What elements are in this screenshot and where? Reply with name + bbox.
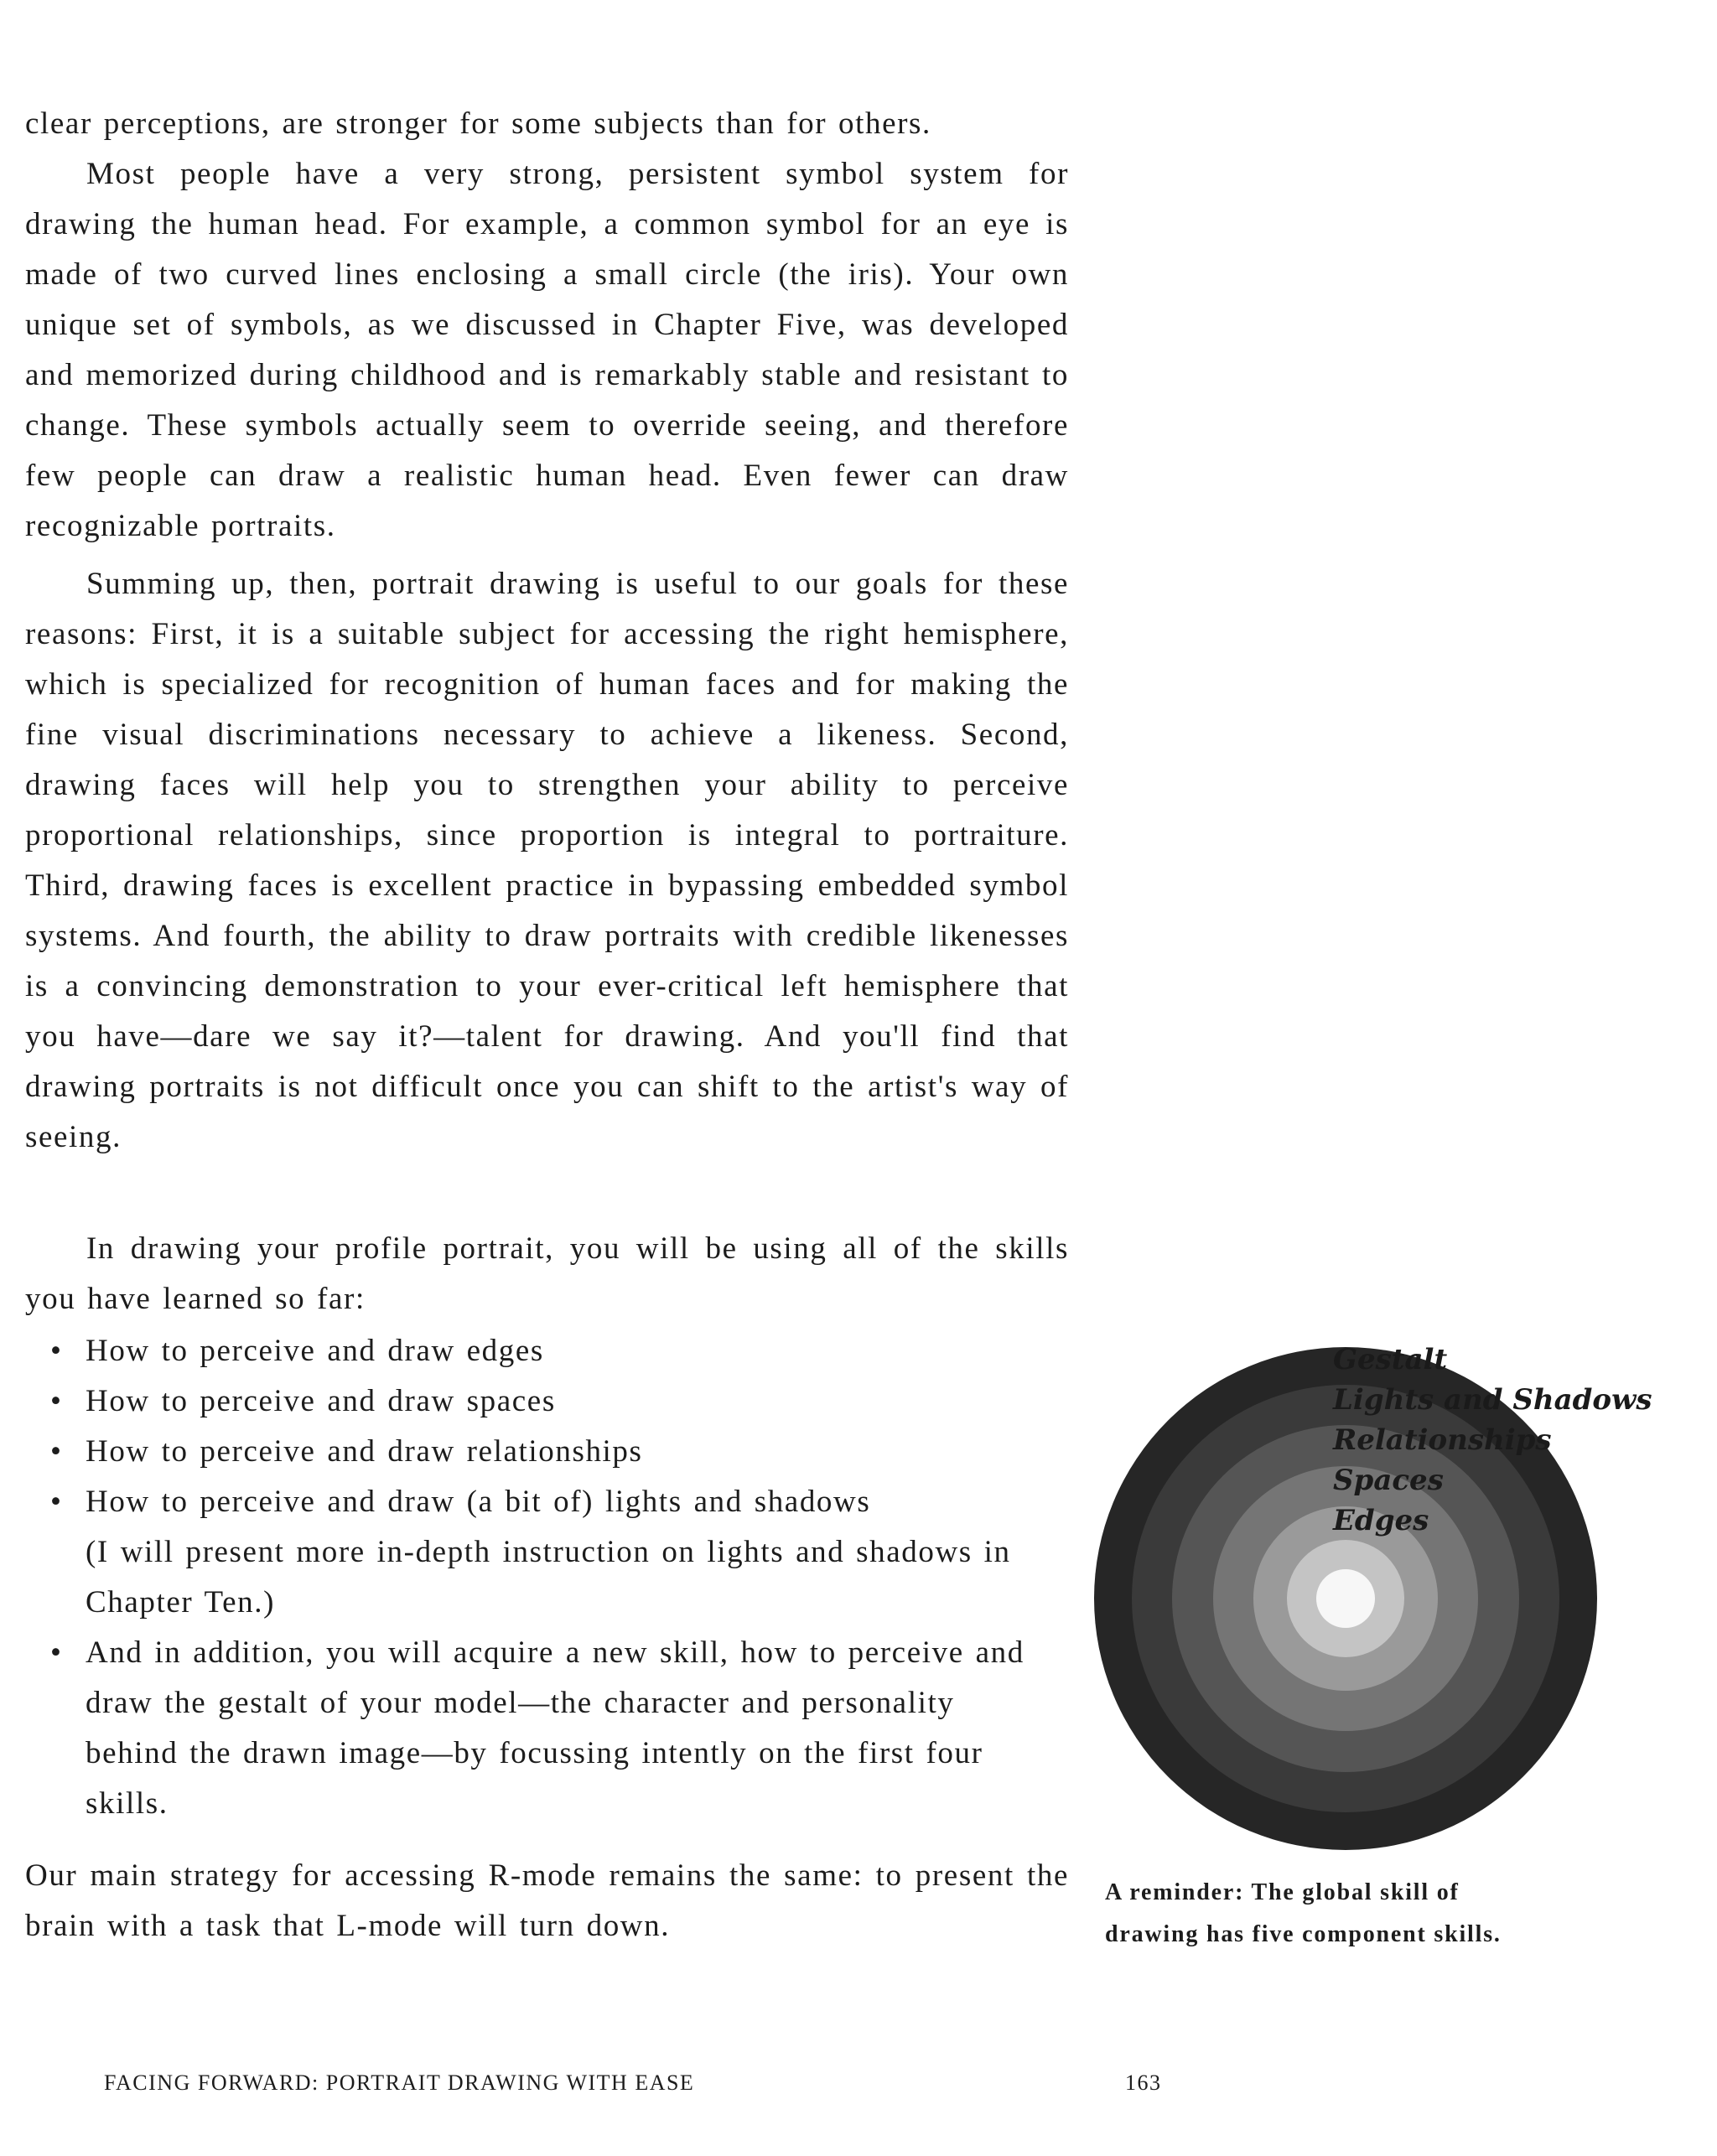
figure-caption <box>1105 1872 1608 1956</box>
paragraph-profile-portrait: In drawing your profile portrait, you will be using all of the skills you have learned so far: <box>25 1231 1069 1316</box>
bullet-marker: • <box>50 1434 63 1469</box>
label-lights-and-shadows: Lights and Shadows <box>1333 1383 1652 1417</box>
paragraph-summing-up: Summing up, then, portrait drawing is useful to our goals for these reasons: First, it is a suitable subject for accessing the right hemisphere, which is specialized for recognition of human faces and for making the fine visual discriminations necessary to achieve a likeness. Second, drawing faces will help you to strengthen your ability to perceive proportional relationships, since proportion is integral to portraiture. Third, drawing faces is excellent practice in bypassing embedded symbol systems. And fourth, the ability to draw portraits with credible likenesses is a convincing demonstration to your ever-critical left hemisphere that you have—dare we say it?—talent for drawing. And you'll find that drawing portraits is not difficult once you can shift to the artist's way of seeing. <box>25 567 1069 1154</box>
skills-list <box>25 1326 1044 1829</box>
list-item <box>25 1326 1044 1376</box>
page-number: 163 <box>1125 2070 1162 2095</box>
bullet-marker: • <box>50 1635 63 1670</box>
list-item-note: (I will present more in-depth instruction on lights and shadows in Chapter Ten.) <box>86 1535 1011 1620</box>
paragraph-main-strategy: Our main strategy for accessing R-mode remains the same: to present the brain with a task that L-mode will turn down. <box>25 1858 1069 1943</box>
bullet-marker: • <box>50 1485 63 1519</box>
label-spaces: Spaces <box>1333 1464 1444 1497</box>
paragraph-symbol-system: Most people have a very strong, persistent symbol system for drawing the human head. For example, a common symbol for an eye is made of two curved lines enclosing a small circle (the iris). Your own unique set of symbols, as we discussed in Chapter Five, was developed and memorized during childhood and is remarkably stable and resistant to change. These symbols actually seem to override seeing, and therefore few people can draw a realistic human head. Even fewer can draw recognizable portraits. <box>25 157 1069 543</box>
caption-line-2: drawing has five component skills. <box>1105 1921 1502 1947</box>
list-item <box>25 1477 1044 1628</box>
label-relationships: Relationships <box>1333 1423 1552 1457</box>
label-edges: Edges <box>1333 1504 1429 1537</box>
running-footer-title: FACING FORWARD: PORTRAIT DRAWING WITH EASE <box>104 2070 695 2095</box>
center-circle <box>1316 1569 1375 1628</box>
paragraph-continued: clear perceptions, are stronger for some subjects than for others. <box>25 106 931 141</box>
skills-circle-figure <box>1077 1320 1652 1857</box>
list-item <box>25 1376 1044 1427</box>
list-item <box>25 1628 1044 1829</box>
bullet-marker: • <box>50 1384 63 1418</box>
list-item-text: And in addition, you will acquire a new skill, how to perceive and draw the gestalt of your model—the character and personality behind the drawn image—by focussing intently on the first four skills. <box>86 1635 1024 1821</box>
list-item-text: How to perceive and draw (a bit of) lights and shadows <box>86 1485 871 1519</box>
bullet-marker: • <box>50 1334 63 1368</box>
list-item-text: How to perceive and draw spaces <box>86 1384 556 1418</box>
caption-line-1: A reminder: The global skill of <box>1105 1879 1460 1905</box>
list-item <box>25 1427 1044 1477</box>
label-gestalt: Gestalt <box>1333 1343 1448 1376</box>
concentric-rings-diagram <box>1077 1320 1652 1857</box>
list-item-text: How to perceive and draw edges <box>86 1334 544 1368</box>
list-item-text: How to perceive and draw relationships <box>86 1434 643 1469</box>
